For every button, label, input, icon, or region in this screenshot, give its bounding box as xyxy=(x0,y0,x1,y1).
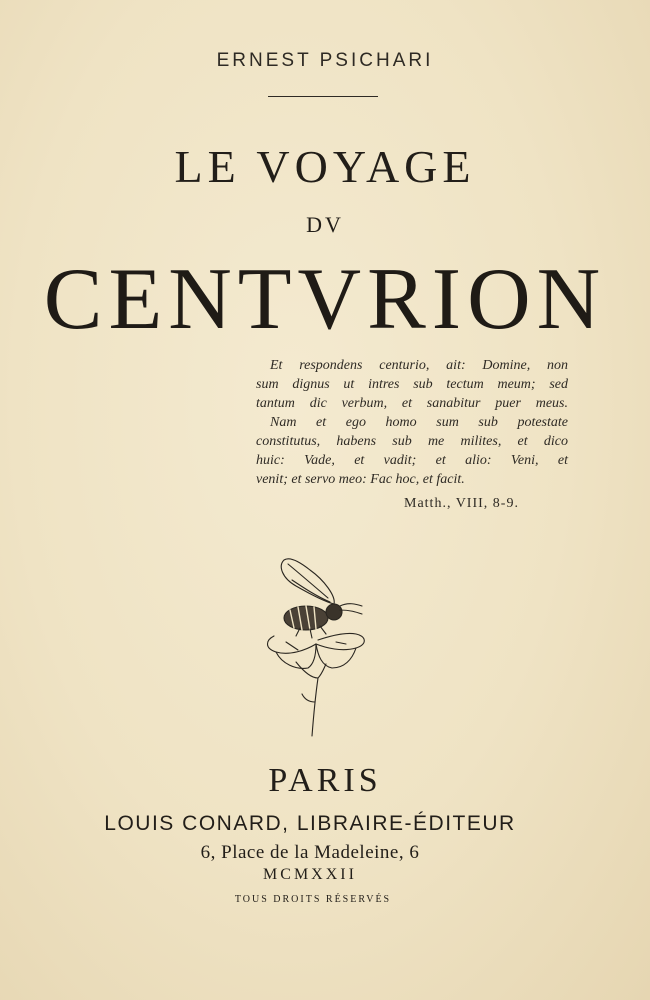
epigraph xyxy=(256,356,568,489)
title-line-1: LE VOYAGE xyxy=(174,141,476,192)
publisher-name: LOUIS CONARD, LIBRAIRE-ÉDITEUR xyxy=(104,812,516,835)
title-line-3: CENTVRION xyxy=(43,251,607,348)
author-name: ERNEST PSICHARI xyxy=(216,50,434,71)
divider-rule xyxy=(268,96,378,97)
epigraph-line: Et respondens centurio, ait: Domine, non xyxy=(270,358,568,373)
epigraph-line: sum dignus ut intres sub tectum meum; sed xyxy=(256,377,568,392)
epigraph-citation: Matth., VIII, 8-9. xyxy=(404,496,519,511)
title-line-2: DV xyxy=(306,212,344,237)
publication-city: PARIS xyxy=(268,762,382,799)
publication-year: MCMXXII xyxy=(263,866,357,883)
epigraph-line: venit; et servo meo: Fac hoc, et facit. xyxy=(256,472,465,487)
publisher-address: 6, Place de la Madeleine, 6 xyxy=(200,842,420,863)
epigraph-line: constitutus, habens sub me milites, et dico xyxy=(256,434,568,449)
epigraph-line: tantum dic verbum, et sanabitur puer meus. xyxy=(256,396,568,411)
bee-on-flower-icon xyxy=(256,552,376,742)
epigraph-line: huic: Vade, et vadit; et alio: Veni, et xyxy=(256,453,568,468)
rights-notice: TOUS DROITS RÉSERVÉS xyxy=(234,894,392,905)
epigraph-line: Nam et ego homo sum sub potestate xyxy=(270,415,568,430)
